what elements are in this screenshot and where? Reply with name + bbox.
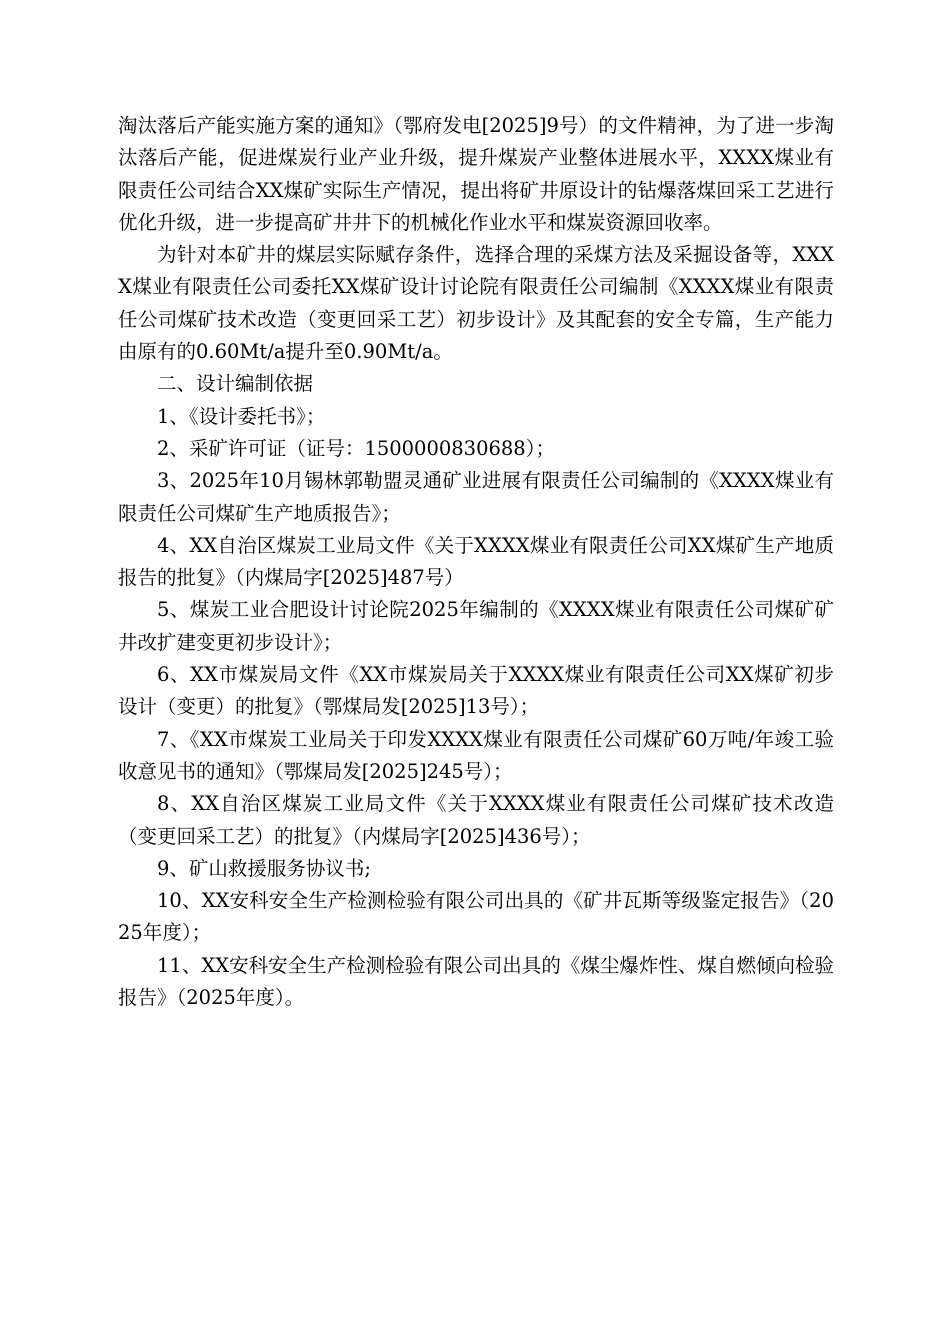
- basis-item-5: 5、煤炭工业合肥设计讨论院2025年编制的《XXXX煤业有限责任公司煤矿矿井改扩建变更初步设计》；: [118, 598, 834, 654]
- body-paragraph-commission: 为针对本矿井的煤层实际赋存条件，选择合理的采煤方法及采掘设备等，XXXX煤业有限责任公司委托XX煤矿设计讨论院有限责任公司编制《XXXX煤业有限责任公司煤矿技术改造（变更回采工艺）初步设计》及其配套的安全专篇，生产能力由原有的0.60Mt/a提升至0.90Mt/a。: [118, 243, 834, 364]
- basis-item-11: 11、XX安科安全生产检测检验有限公司出具的《煤尘爆炸性、煤自燃倾向检验报告》（2025年度）。: [118, 953, 834, 1010]
- basis-item-7: 7、《XX市煤炭工业局关于印发XXXX煤业有限责任公司煤矿60万吨/年竣工验收意见书的通知》（鄂煤局发[2025]245号）；: [118, 727, 834, 783]
- basis-item-3: 3、2025年10月锡林郭勒盟灵通矿业进展有限责任公司编制的《XXXX煤业有限责任公司煤矿生产地质报告》；: [118, 469, 834, 525]
- document-page: [118, 110, 834, 1014]
- basis-item-6: 6、XX市煤炭局文件《XX市煤炭局关于XXXX煤业有限责任公司XX煤矿初步设计（变更）的批复》（鄂煤局发[2025]13号）；: [118, 663, 834, 719]
- basis-item-1: 1、《设计委托书》；: [157, 404, 326, 428]
- basis-item-2: 2、采矿许可证（证号：1500000830688）；: [157, 436, 555, 460]
- basis-item-4: 4、XX自治区煤炭工业局文件《关于XXXX煤业有限责任公司XX煤矿生产地质报告的批复》（内煤局字[2025]487号）: [118, 533, 834, 590]
- basis-item-8: 8、XX自治区煤炭工业局文件《关于XXXX煤业有限责任公司煤矿技术改造（变更回采工艺）的批复》（内煤局字[2025]436号）；: [118, 792, 834, 848]
- basis-item-10: 10、XX安科安全生产检测检验有限公司出具的《矿井瓦斯等级鉴定报告》（2025年度）；: [118, 889, 834, 945]
- basis-item-9: 9、矿山救援服务协议书;: [157, 856, 371, 880]
- body-paragraph-continuation: 淘汰落后产能实施方案的通知》（鄂府发电[2025]9号）的文件精神，为了进一步淘汰落后产能，促进煤炭行业产业升级，提升煤炭产业整体进展水平，XXXX煤业有限责任公司结合XX煤矿实际生产情况，提出将矿井原设计的钻爆落煤回采工艺进行优化升级，进一步提高矿井井下的机械化作业水平和煤炭资源回收率。: [118, 114, 834, 234]
- section-heading-design-basis: 二、设计编制依据: [157, 372, 314, 396]
